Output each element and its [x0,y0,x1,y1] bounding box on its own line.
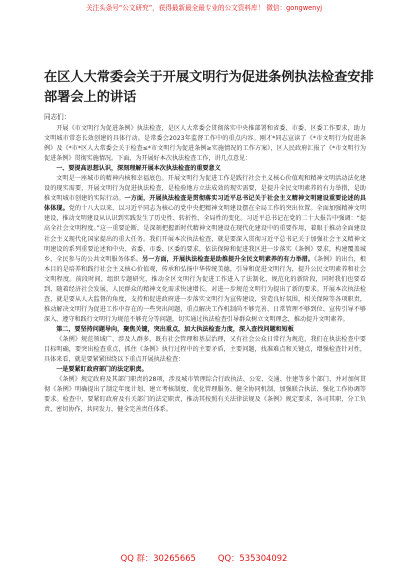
section-heading-3: 一是要紧盯政府部门的法定职责。 [56,366,148,374]
footer-qq-group: QQ 群：30265665 [120,553,196,563]
section-heading-2: 第二，要坚持问题导向，聚焦关键，突出重点，加大执法检查力度，深入查找问题和短板 [56,325,294,333]
paragraph-focus: 《条例》规范领域广、涉及人群多，既有社会管理和基层治理，又有社会公众日常行为规范，我们在执法检查中要目标明确，要突出检查重点，抓住《条例》执行过程中的主要矛盾，主要问题，找准难点和关键点，增强检查针对性，具体来看，就是要紧紧围绕以下重点开展执法检查： [44,335,366,364]
document-body [44,124,366,415]
footer-qq: QQ：535304092 [217,553,288,563]
paragraph-significance [44,174,366,325]
banner-text: 关注头条号“公文研究”，获得最新最全最专业的公文资料库！ [85,4,265,12]
footer [0,548,408,568]
section-heading-1: 一、要提高思想认识，深刻理解开展本次执法检查的重要意义 [56,165,221,173]
bold-point-2: 另一方面，开展执法检查是助推提升全民文明素养的有力举措。 [142,255,314,263]
paragraph-text: 《条例》的出台，根本目的是培养和践行社会主义核心价值观，传承和弘扬中华传统美德，引导和促进文明行为，提升公民文明素养和社会文明程度。前段时间，组织专题研究，推动全区文明行为促进工作进入了法制化、规范化的新阶段，同时我们也要看到，随着经济社会发展，人民群众的精神文化需求快速增长，对进一步规范文明行为提出了新的要求。开展本次执法检查，就是要从人大监督的角度，支持和促进政府进一步落实文明行为宣传建设，营造良好氛围，相关保障等各项职责，推动解决文明行为促进工作中存在的一些突出问题，重点解决工作机制尚不够完善、日常管理不够到位、宣传引导不够深入、遵守和践行文明行为规范不够充分等问题，切实通过执法检查引导群众树立文明理念，推动提升文明素养。 [44,255,367,323]
bold-point-1: 一方面，开展执法检查是贯彻落实习近平总书记关于社会主义精神文明建设重要论述的具体体现。 [44,195,367,213]
salutation: 同志们： [44,113,71,121]
paragraph-intro: 开展《市文明行为促进条例》执法检查，是区人大常委会贯彻落实中央推部署和省委、市委、区委工作要求，助力文明城市常态长效创建的具体行动。是常委会2023年监督工作中的重点内容。刚才*同志宣读了《*市文明行为促进条例》及《*市*区人大常委会关于检查≤*市文明行为促进条例≥实施情况的工作方案》，区人民政府汇报了《*市文明行为促进条例》贯彻实施情况。下面，为开展好本次执法检查工作，讲几点意见： [44,125,366,163]
top-banner [0,0,408,17]
document-title: 在区人大常委会关于开展文明行为促进条例执法检查安排部署会上的讲话 [44,70,374,105]
paragraph-text: 党的十八大以来，以习近平同志为核心的党中央把精神文明建设摆在全局工作的突出位置。全面加强精神文明建设，推动文明建设从认识到实践发生了历史性、转折性、全局性的变化。习近平总书记在党的二十大报告中强调：“提高全社会文明程度。”这一重要论断，是深刻把握新时代精神文明建设在现代化建设中的重要作用，着眼于推动全面建设社会主义现代化国家提出的重大任务。我们开展本次执法检查，就是要深入贯彻习近平总书记关于加强社会主义精神文明建设的系列重要论述和中央、省委、市委、区委的要求，依法保障和促进我区进一步落实《条例》要求，构建覆盖城乡、全民参与的公共文明服务体系。 [44,205,367,263]
banner-wechat: 微信：gongwenyj [266,4,323,12]
paragraph-text: 文明是一座城市的精神内核和幸福底色。开展文明行为促进工作是践行社会主义核心价值观和精神文明活动法化建设的现实需要，开展文明行为促进执法检查，是检验地方立法成效的现实需要，是提升全民文明素养的有力举措，是助推文明城市创建的实际行动。 [44,175,366,203]
paragraph-duties: 《条例》规定政府及其部门职责的28项，涉及城市管理综合行政执法、公安、交通、住建等多个部门，并对加何贯彻《条例》明确提出了制定年度计划、建立考核制度、优化管理服务、健全协同机制、加强联合执法、强化工作协调等要求。检查中，要紧盯政府及有关部门的法定职责，推动其按照有关法律法规及《条例》规定要求，各司其职，分工负责，密切协作，共同发力，健全完善责任体系。 [44,376,366,414]
